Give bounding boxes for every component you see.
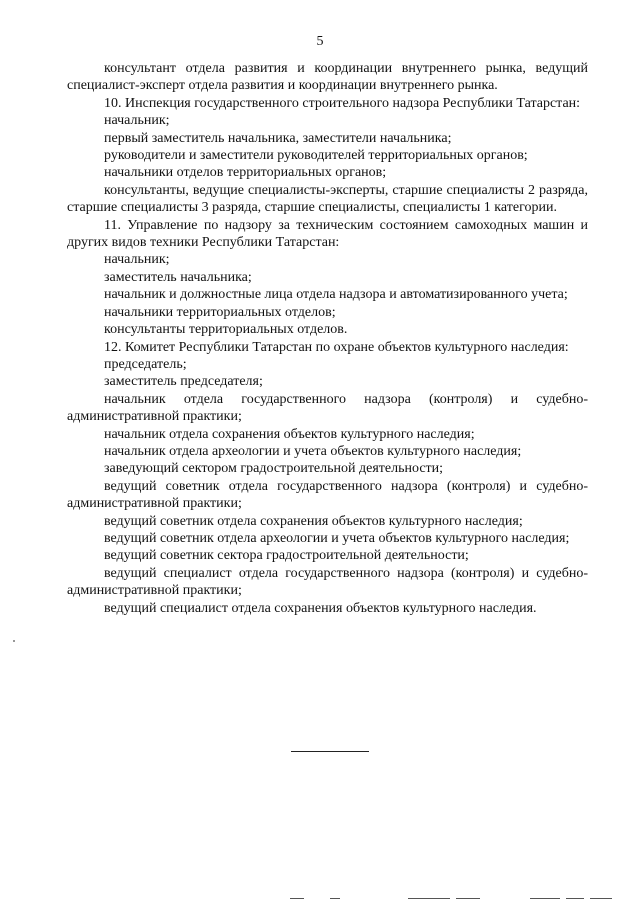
scan-footer-noise: [290, 896, 620, 902]
paragraph: консультант отдела развития и координации внутреннего рынка, ведущий специалист-эксперт отдела развития и координации внутреннего рынка.: [67, 61, 588, 94]
list-item: ведущий советник отдела археологии и учета объектов культурного наследия;: [104, 530, 570, 546]
list-item: заведующий сектором градостроительной деятельности;: [104, 461, 444, 477]
list-item: ведущий специалист отдела государственного надзора (контроля) и судебно-административной практики;: [67, 565, 588, 599]
list-item: руководители и заместители руководителей территориальных органов;: [104, 148, 528, 164]
list-item: начальники отделов территориальных органов;: [104, 165, 387, 181]
list-item: ведущий специалист отдела сохранения объектов культурного наследия.: [104, 600, 537, 616]
list-item: консультанты территориальных отделов.: [104, 322, 348, 338]
list-item: начальник;: [104, 252, 170, 268]
list-item: начальник;: [104, 113, 170, 129]
end-separator-line: [291, 751, 369, 752]
list-item: начальники территориальных отделов;: [104, 304, 336, 320]
section-heading: 10. Инспекция государственного строительного надзора Республики Татарстан:: [104, 95, 581, 111]
scan-margin-dot: [13, 640, 15, 642]
section-heading: 12. Комитет Республики Татарстан по охране объектов культурного наследия:: [104, 339, 569, 355]
document-body: [67, 60, 588, 617]
list-item: заместитель начальника;: [104, 269, 252, 285]
list-item: начальник отдела сохранения объектов культурного наследия;: [104, 426, 475, 442]
list-item: ведущий советник отдела сохранения объектов культурного наследия;: [104, 513, 523, 529]
page-number: 5: [316, 34, 324, 49]
list-item: ведущий советник отдела государственного надзора (контроля) и судебно-административной практики;: [67, 478, 588, 512]
section-heading: 11. Управление по надзору за техническим состоянием самоходных машин и других видов техники Республики Татарстан:: [67, 217, 588, 251]
list-item: начальник и должностные лица отдела надзора и автоматизированного учета;: [104, 287, 568, 303]
list-item: первый заместитель начальника, заместители начальника;: [104, 130, 452, 146]
list-item: председатель;: [104, 356, 187, 372]
list-item: заместитель председателя;: [104, 374, 263, 390]
list-item: ведущий советник сектора градостроительной деятельности;: [104, 548, 469, 564]
list-item: начальник отдела археологии и учета объектов культурного наследия;: [104, 443, 522, 459]
list-item: консультанты, ведущие специалисты-эксперты, старшие специалисты 2 разряда, старшие специалисты 3 разряда, старшие специалисты, специалисты 1 категории.: [67, 182, 588, 216]
list-item: начальник отдела государственного надзора (контроля) и судебно-административной практики;: [67, 391, 588, 425]
